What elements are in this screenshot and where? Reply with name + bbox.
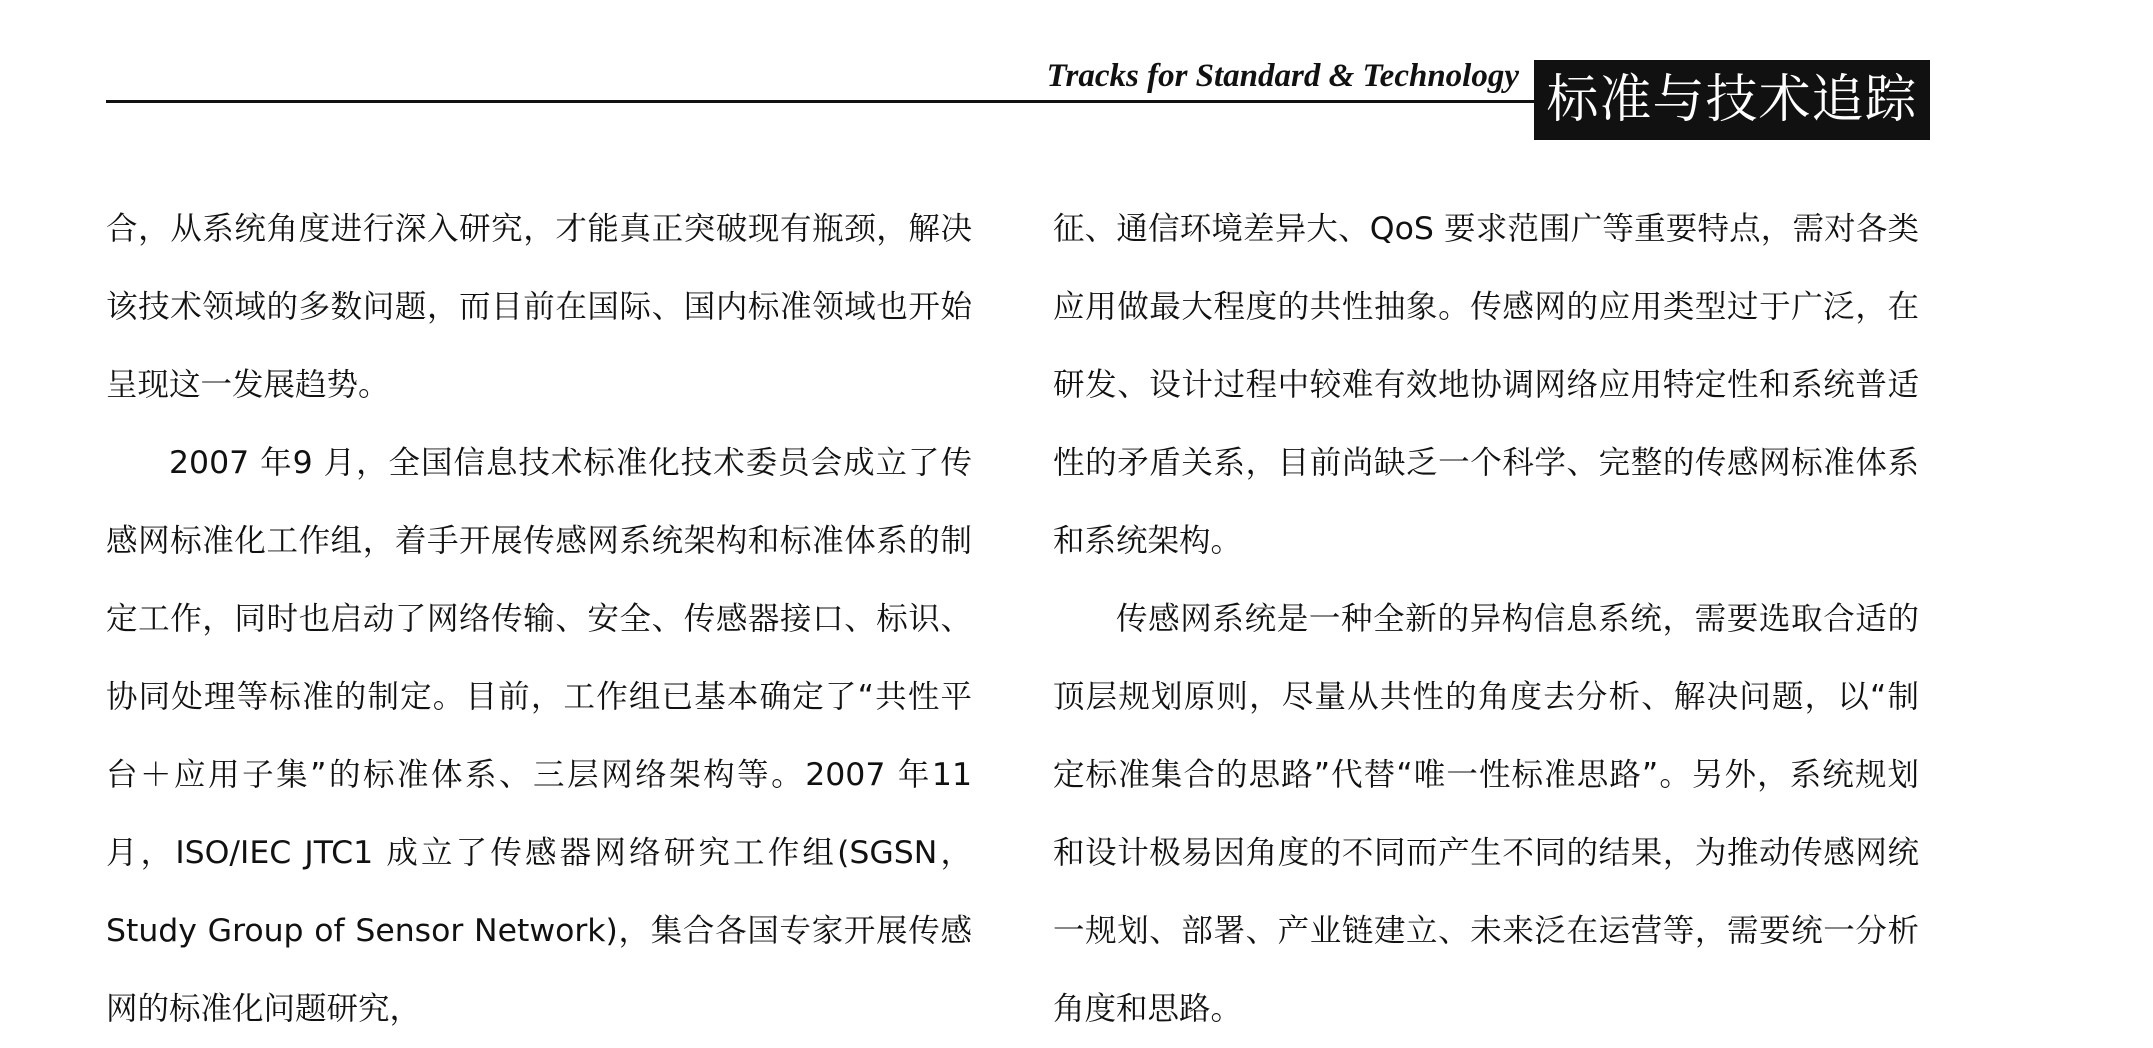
paragraph: 合，从系统角度进行深入研究，才能真正突破现有瓶颈，解决该技术领域的多数问题，而目前在国际、国内标准领域也开始呈现这一发展趋势。: [106, 211, 972, 403]
left-column: [106, 190, 972, 1048]
paragraph: 传感网系统是一种全新的异构信息系统，需要选取合适的顶层规划原则，尽量从共性的角度去分析、解决问题，以“制定标准集合的思路”代替“唯一性标准思路”。另外，系统规划和设计极易因角度的不同而产生不同的结果，为推动传感网统一规划、部署、产业链建立、未来泛在运营等，需要统一分析角度和思路。: [1053, 601, 1919, 1027]
page-header: [0, 0, 2153, 150]
header-section-badge: 标准与技术追踪: [1534, 60, 1930, 140]
header-english-title: Tracks for Standard & Technology: [1046, 58, 1519, 94]
paragraph: 2007 年9 月，全国信息技术标准化技术委员会成立了传感网标准化工作组，着手开展传感网系统架构和标准体系的制定工作，同时也启动了网络传输、安全、传感器接口、标识、协同处理等标准的制定。目前，工作组已基本确定了“共性平台＋应用子集”的标准体系、三层网络架构等。2007 年11 月，ISO/IEC JTC1 成立了传感器网络研究工作组(SGSN， Study Group of Sensor Network)，集合各国专家开展传感网的标准化问题研究，: [106, 445, 972, 1027]
right-column: [1053, 190, 1919, 1048]
header-rule: [106, 100, 1534, 103]
paragraph: 征、通信环境差异大、QoS 要求范围广等重要特点，需对各类应用做最大程度的共性抽象。传感网的应用类型过于广泛，在研发、设计过程中较难有效地协调网络应用特定性和系统普适性的矛盾关系，目前尚缺乏一个科学、完整的传感网标准体系和系统架构。: [1053, 211, 1919, 559]
